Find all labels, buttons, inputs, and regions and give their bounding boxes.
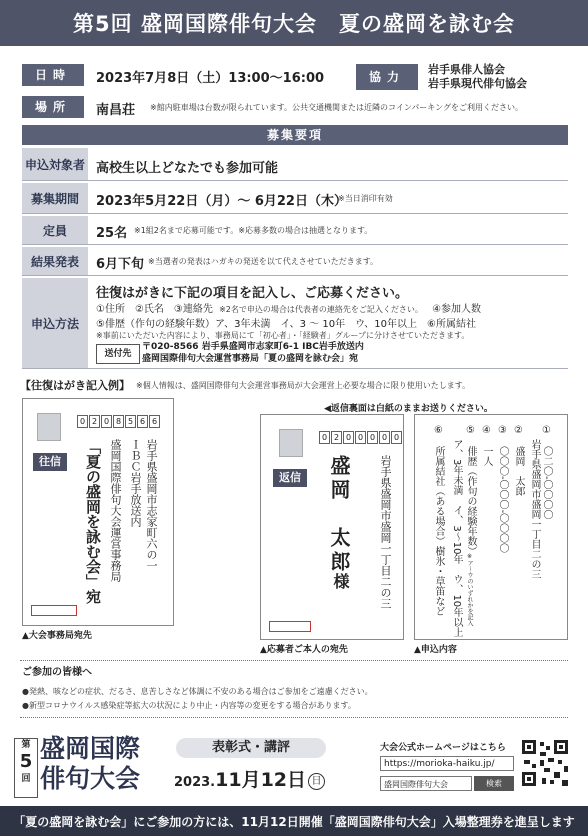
edition-bottom: 回: [21, 774, 31, 784]
postal-digit: 6: [137, 415, 148, 428]
outgoing-badge: 往信: [33, 453, 67, 471]
edition-top: 第: [21, 740, 31, 750]
capacity-value: 25名: [96, 226, 128, 241]
announce-note: ※当選者の発表はハガキの発送を以て代えさせていただきます。: [148, 257, 379, 266]
content-item-1: ① 〇二〇‐〇〇〇〇: [541, 425, 552, 520]
qr-code-icon[interactable]: [520, 738, 570, 788]
postal-digit: 0: [319, 431, 330, 444]
postal-code-boxes: [77, 415, 160, 428]
period-note: ※当日消印有効: [338, 194, 393, 203]
notice-heading: ご参加の皆様へ: [22, 667, 92, 678]
notice-line-2: ●新型コロナウイルス感染症等拡大の状況により中止・内容等の変更をする場合があります。: [22, 701, 356, 710]
postal-digit: 0: [101, 415, 112, 428]
destination-line: 〒020-8566 岩手県盛岡市志家町6-1 IBC岩手放送内: [142, 342, 364, 352]
site-label: 大会公式ホームページはこちら: [380, 743, 506, 753]
card1-caption: ▲大会事務局宛先: [22, 631, 92, 641]
event-logo-line-1: 盛岡国際: [40, 734, 141, 763]
method-line2: ⑤俳歴（作句の経験年数）ア、3年未満 イ、3 〜 10年 ウ、10年以上 ⑥所属結社: [96, 319, 476, 330]
method-intro: 往復はがきに下記の項目を記入し、ご応募ください。: [96, 286, 409, 301]
reply-back-note: ◀返信裏面は白紙のままお送りください。: [324, 404, 493, 414]
content-item-1b: 岩手県盛岡市盛岡一丁目二の三: [529, 439, 540, 579]
content-item-5b: ア、3年未満 イ、3〜10年 ウ、10年以上: [451, 439, 462, 638]
card1-address4: 「夏の盛岡を詠む会」宛: [84, 439, 102, 604]
card2-address: 岩手県盛岡市盛岡一丁目二の三: [379, 455, 392, 609]
page-title: 第5回 盛岡国際俳句大会 夏の盛岡を詠む会: [0, 0, 588, 46]
crane-stamp-icon: [279, 429, 303, 457]
venue-label: 場所: [22, 96, 84, 118]
postal-digit: 2: [89, 415, 100, 428]
row-divider: [22, 244, 568, 245]
content-item-5: ⑤ 俳歴（作句の経験年数）: [465, 425, 476, 556]
postal-code-boxes: [319, 431, 402, 444]
outgoing-card: [22, 398, 174, 626]
method-items-count: ④参加人数: [432, 304, 482, 315]
card1-address2: ＩＢＣ岩手放送内: [129, 439, 142, 527]
cooperation-label: 協力: [356, 64, 418, 90]
content-item-2: ② 盛岡 太郎: [513, 425, 524, 496]
card2-name: 盛岡 太郎: [327, 455, 351, 575]
postal-digit: 6: [149, 415, 160, 428]
method-line1-note: ※2名で申込の場合は代表者の連絡先をご記入ください。: [219, 305, 423, 314]
destination-label: 送付先: [96, 344, 140, 364]
cooperation-item: 岩手県俳人協会: [428, 63, 505, 76]
destination-address: [142, 341, 364, 365]
postal-digit: 5: [125, 415, 136, 428]
content-item-6: ⑥ 所属結社（ある場合）樹氷・草笛など: [433, 425, 444, 616]
recruit-heading: 募集要項: [22, 125, 568, 145]
card3-caption: ▲申込内容: [414, 645, 457, 655]
event-date: [174, 765, 325, 792]
eligibility-value: 高校生以上どなたでも参加可能: [96, 161, 279, 176]
venue-value: 南昌荘: [96, 103, 136, 118]
example-title: 【往復はがき記入例】: [20, 379, 130, 392]
edition-number: 5: [19, 751, 33, 772]
search-button[interactable]: 検索: [474, 776, 514, 791]
card2-honorific: 様: [331, 573, 350, 589]
card1-address3: 盛岡国際俳句大会運営事務局: [109, 439, 122, 582]
crane-stamp-icon: [37, 413, 61, 441]
method-line1: [96, 300, 481, 315]
datetime-value: 2023年7月8日（土）13:00〜16:00: [96, 71, 325, 86]
content-item-4: ④ 一人: [481, 425, 492, 466]
venue-note: ※館内駐車場は台数が限られています。公共交通機関または近隣のコインパーキングをご利用ください。: [150, 103, 524, 112]
row-divider: [22, 368, 568, 369]
reply-badge: 返信: [273, 469, 307, 487]
row-divider: [22, 180, 568, 181]
postal-digit: 0: [391, 431, 402, 444]
postal-digit: 0: [77, 415, 88, 428]
postal-digit: 0: [379, 431, 390, 444]
event-day: 11月12日: [215, 769, 307, 791]
method-items: ①住所 ②氏名 ③連絡先: [96, 304, 213, 315]
application-content-card: [414, 414, 568, 640]
postal-digit: 8: [113, 415, 124, 428]
row-divider: [22, 213, 568, 214]
content-item-5-note: ※ア〜ウのいずれかを記入: [466, 553, 473, 626]
postal-digit: 0: [355, 431, 366, 444]
event-year: 2023.: [174, 775, 216, 790]
event-logo: [40, 734, 140, 794]
cooperation-list: [428, 63, 527, 91]
destination-line: 盛岡国際俳句大会運営事務局「夏の盛岡を詠む会」宛: [142, 354, 359, 364]
event-weekday: 日: [308, 773, 325, 790]
site-url-link[interactable]: https://morioka-haiku.jp/: [380, 756, 514, 771]
datetime-label: 日時: [22, 64, 84, 86]
example-title-note: ※個人情報は、盛岡国際俳句大会運営事務局が大会運営上必要な場合に限り使用いたします。: [136, 381, 471, 390]
capacity-note: ※1組2名まで応募可能です。※応募多数の場合は抽選となります。: [134, 226, 373, 235]
content-item-3: ③ 〇〇〇‐〇〇〇‐〇〇〇〇: [497, 425, 508, 554]
row-divider: [22, 275, 568, 276]
notice-line-1: ●発熱、咳などの症状、だるさ、息苦しさなど体調に不安のある場合はご参加をご遠慮ください。: [22, 687, 373, 696]
postal-digit: 2: [331, 431, 342, 444]
card1-address1: 岩手県盛岡市志家町六の一: [145, 439, 158, 571]
sender-postal-box: [269, 621, 311, 632]
announce-label: 結果発表: [22, 247, 88, 275]
period-label: 募集期間: [22, 183, 88, 213]
capacity-label: 定員: [22, 216, 88, 244]
announce-value: 6月下旬: [96, 257, 145, 272]
card2-caption: ▲応募者ご本人の宛先: [260, 645, 348, 655]
method-label: 申込方法: [22, 278, 88, 368]
reply-card: [260, 414, 404, 640]
sender-postal-box: [31, 605, 77, 616]
edition-badge: [14, 738, 38, 798]
period-value: 2023年5月22日（月）〜 6月22日（木）: [96, 194, 347, 209]
bottom-banner: 「夏の盛岡を詠む会」にご参加の方には、11月12日開催「盛岡国際俳句大会」入場整理券を進呈します: [0, 806, 588, 836]
method-line3: ※事前にいただいた内容により、事務局にて「初心者」・「経験者」グループに分けさせていただきます。: [96, 331, 470, 340]
search-input[interactable]: 盛岡国際俳句大会: [380, 776, 472, 791]
award-ceremony-label: 表彰式・講評: [176, 738, 326, 758]
postal-digit: 0: [343, 431, 354, 444]
postal-digit: 0: [367, 431, 378, 444]
cooperation-item: 岩手県現代俳句協会: [428, 77, 527, 90]
eligibility-label: 申込対象者: [22, 148, 88, 180]
event-logo-line-2: 俳句大会: [40, 764, 141, 793]
